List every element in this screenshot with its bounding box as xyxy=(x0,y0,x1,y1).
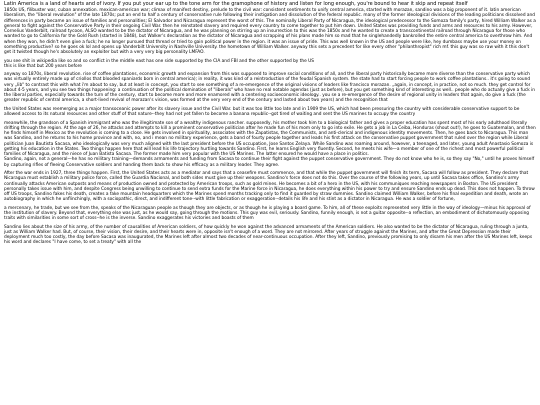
document-intro: Latin America is a land of hearts and of ivory. If you put your ear up to the tone arm for the gramophone of history and listen for long enough, you're bound to hear it skip and repeat itself xyxy=(4,1,468,7)
paragraph-sandino-origins: meanwhile, the grandson of a Spanish immigrant who was the illegitimate son of a wealthy indigenous rancher. supposedly, his mother took him to a biological father and gives a proper education has spent most of his early adulthood literally drifting through the region. At the age of 26, he attacks and attempts to kill a prominent conservative politician after he made fun of his mom only to go into exile. He gets a job in La Ceiba, Honduras (shout out!), he goes to Guatemalan, and then he finds himself in Mexico as the revolution is coming to a close. He gets involved in spirituality, associates with the Zapatistas, the Communists, and anti-clerical and indigenous identity movements. Then, he goes back to Nicaragua. This man was Sandino, and he returns to his home province and with, no, and i mean no military experience, gets a band of fourty people together and leads his first attack on the conservative puppet government that ruled over the region while Liberal politician Juan Bautista Sacasa, who ideologically was very much aligned with the last president before the US occupation, Jose Santos Zelaya. While Sandino was roaming around, however, a teenaged, and later, young adult Anastasio Somoza is getting his education in the States. Two things happen here that will lead his life trajectory hurtling towards Sandino. First, he learns English very fluently. Second, he meets his wife—a member of one of the richest and most powerful political families of Nicaragua, and the niece of Juan Batista Sacasa. The former made him very popular with the US Marines. The latter ensured he would have a place in politics. xyxy=(4,120,536,158)
paragraph-us-occupation: the United States was reemerging as a major transoceanic power after its slavery issue and the Civil War. but it was too little too late and in 1909 the US, which had been pressuring the country with considerable conservative support to be allowed access to its natural resources and other stuff of that nature--they had not yet fallen to become a banana republic--got tired of waiting and sent the US marines to occupy the country xyxy=(4,106,520,118)
paragraph-sandino-sacasa: Sandino, again, not a general—he has no military training—demands armaments and funding from Sacasa to continue their fight against the puppet conservative government. They do not know who he is, so they say "No," until he proves himself by capturing rifles of fleeing Conservative soldiers and handing them back to show his efficacy as a military leader. They agree. xyxy=(4,157,535,168)
paragraph-liberal-revolution: anyway so 1870s, liberal revolution. rise of coffee plantations, economic growth and expansion from this was supposed to improve social conditions of all, and the liberal party historically became more diverse than the conservative party which was virtually entirely made up of criollos that blooded spaniards born in central america); in reality, it was kind of a reintroduction of the feudal Spanish system. the state had to start forcing people to work coffee plantations.. it's going to sound very „lib" to contrast this with what i'm about to say, but at least in concept, you start to see something of a re-emergence of the original visions of leaders like francisco morazan. „again, in concept, in practice, not so much. they get control for about 4-5 years, and you see two things happening: a continuation of the political domination of "liberals" who have no real notable agendas (just as before), but you get something kind of interesting as well.. people who do actually give a fuck in the liberal parties, especially towards the turn of the century, start to become more and more enamored with a centering socioeconomic ideology.. you se a re-emergence of the desire of regional unity in leaders that again, do give a fuck (the greater republic of central america, a short-lived revival of morazan's vision, was formed at the very very end of the century and lasted about two years) and the recognition that xyxy=(4,72,536,104)
paragraph-sandino-lies: Sandino lies about the size of his army, of the number of causalities of American soldiers, of how quickly he won against the advanced armaments of the American soldiers. He also wanted to be the dictator of Nicaragua, ruling through a junta, just as William Walker had. But, of course, their vision, their desire, and their hearts were in, opposite isn't enough of a word. They are not mirrored. After years of struggle against the Marines, and after the Great Depression made their deployment much too costly, the day before Sacasa was inaugurated, the Marines left after almost two decades of near-continuous occupation. After they left, Sandino, previously promising to only disarm his men after the US Marines left, keeps his word and declares "I have come, to set a treaty" with all the xyxy=(4,224,533,246)
paragraph-mercenary: a mercenary, he trade, but we see from the, speaks of the Nicaraguan people as though they are objects, or as though he is playing a board game. To him, all of these exploits represented very little in the way of ideology—minus his approval of the institution of slavery. Beyond that, everything else was just, as he would say, going through the motions. This guy was evil, seriously. Sandino, funnily enough, is not a guitar opposite--a reflection, an embodiment of dichotomously opposing traits with similarities in some sort of cross--he is the inverse. Sandino exaggerates his victories and boasts of them xyxy=(4,205,531,222)
paragraph-cia-fbi: you see shit in wikipedia like so and so conflict in the middle east has one side supported by the CIA and FBI and the other supported by the US xyxy=(4,58,315,64)
paragraph-filibuster-war: 1850s US, filibuster war, cuban annexation. mexican-american war; climax of manifest destiny, prelude to the civil war: consistent sentiments to unify central america, started with morazan, sandino was a big proponent of it. latin american liberalism, the "liberal revolution" of the late 1870s; put an end to half a century of conservative rule following their instigation and dissolution of the federal republic. many of the former ideological divisions of the leading politicians dissolved and differences in party became an issue of families and personalities; El Salvador and Nicaragua represent the worst of this. The nominally Liberal Party of Nicaragua, the ideological predecessor to the Somoza family's party, hired William Walker as a general to fight against the Conservative Party in their ongoing Civil War. then he reinstated slavery and required every country to come together to put him down. United States was providing funds and arms and resources to his army. However, Cornelius Vanderbilt, railroad tycoon, ALSO wanted to be the dictator of Nicaragua, and he was planning on stirring up an insurrection to this was the 1850s and he wanted to create a transcontinental railroad through Nicaragua for those who wanted to go to California for the Gold Rush (started in 1848), but Walker's declaration as the dictator of Nicaragua and scrapping of his plans made him so mad that he singlehandedly bankrolled the entire central america to overthrow him. And when they won, he didn't even give a fuck; he no longer pursued that thread or tried to gain political power in the region. it was an issue of pride. This was well known in the US and people were like, hey dumbass maybe use your money on something productive? so he goes ok lol and opens up Vanderbilt University in Nashville University. the hometown of William Walker. anyway this sets a precedent for like every other "philanthropist" rich mf. this guy was so raw with it this don't get it twisted though he's absolutely an exploiter but with a very very big personality LMFAO. xyxy=(4,8,536,56)
paragraph-200-years: this is like that but 200 years before xyxy=(4,63,82,69)
paragraph-war-ends-1927: After the war ends in 1927, three things happen. First, the United States acts as a mediator and says that a ceasefire must commence, and that while the puppet government will finish its term, Sacasa will follow as president. They declare that Nicaragua must establish a military police force, called the Guardia Nacional, and both sides must give up their weapons. Sandino's force does not do this. Over the course of the following years, up until Sacasa takes office, Sandino's army continually attacks American outposts and means of production owned and protected by American troops, such as gold mines. He becomes a bit of a hero in the US, with his communiques reaching newspapers in Boston. The US president personally takes issue with him, and despite Congress being unwilling to continue to send extra funds for the Marine force in Nicaragua, he does everything within his power to try and ensure Sandino ends up dead. This does not happen. To throw off US troops, Sandino fakes his death, creates a fake mountain headquarters which the Marines spend months tracking only to find it guarded by straw dummies. Sandino claimed William Walker, before his final expedition and death, wrote an autobiography in which he unflinchingly, with a sociopathic, direct, and indifferent tone--with little fabrication or exaggeration--details his life and his stint as a dictator in Nicaragua. He was a soldier of fortune, xyxy=(4,171,535,203)
